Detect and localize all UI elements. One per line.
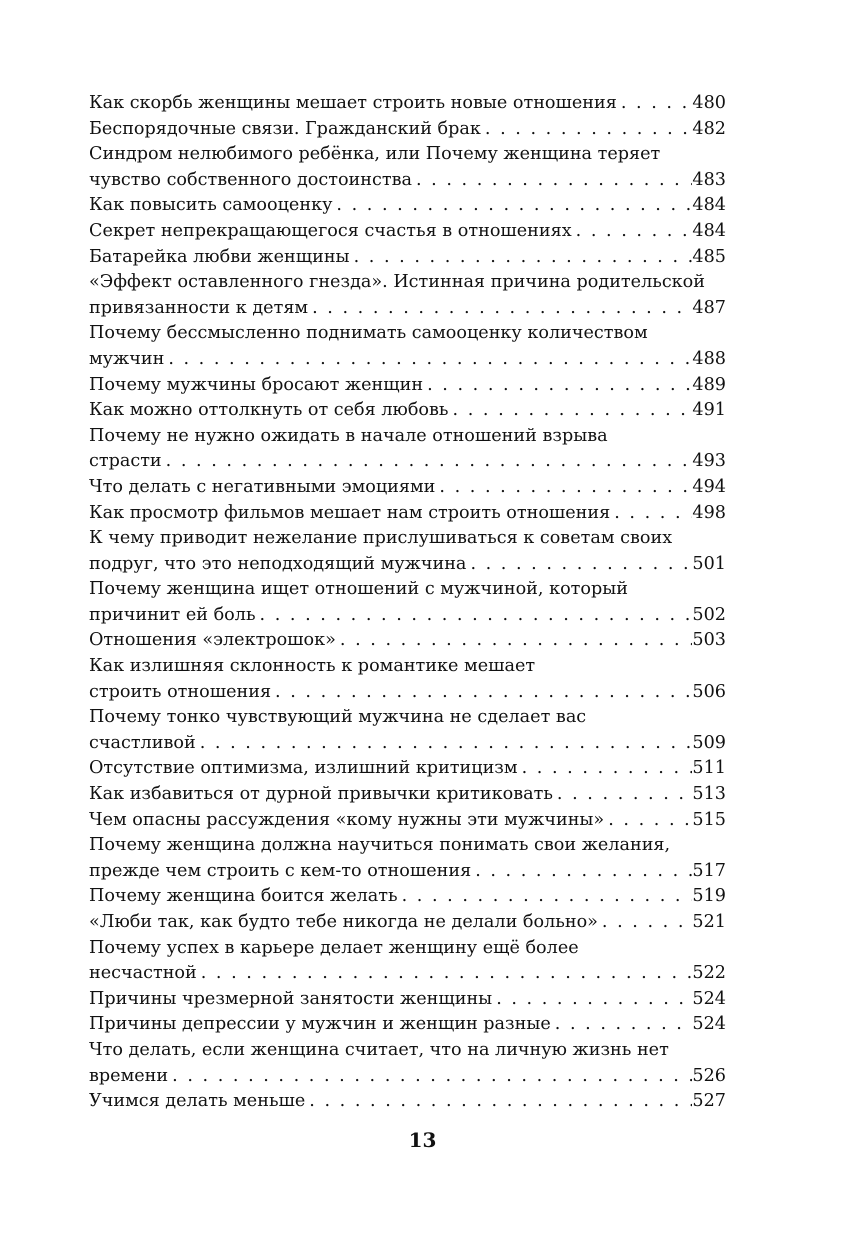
toc-entry bbox=[89, 987, 726, 1013]
toc-entry bbox=[89, 756, 726, 782]
dot-leader bbox=[256, 603, 693, 629]
toc-entry bbox=[89, 142, 726, 193]
toc-entry bbox=[89, 424, 726, 475]
dot-leader bbox=[350, 245, 693, 271]
dot-leader bbox=[308, 296, 692, 322]
toc-entry-title: Как просмотр фильмов мешает нам строить отношения bbox=[89, 502, 611, 523]
toc-entry-last-line bbox=[89, 884, 726, 910]
toc-entry bbox=[89, 936, 726, 987]
toc-entry-last-line bbox=[89, 347, 726, 373]
toc-entry bbox=[89, 782, 726, 808]
page-number: 13 bbox=[408, 1128, 437, 1152]
toc-entry bbox=[89, 577, 726, 628]
toc-entry-last-line bbox=[89, 245, 726, 271]
dot-leader bbox=[412, 168, 692, 194]
toc-entry-title: Как излишняя склонность к романтике мешает bbox=[89, 656, 536, 677]
toc-entry-last-line bbox=[89, 475, 726, 501]
toc-entry-last-line bbox=[89, 398, 726, 424]
toc-page-number: 485 bbox=[692, 246, 726, 267]
dot-leader bbox=[196, 731, 693, 757]
toc-entry-title: Почему женщина боится желать bbox=[89, 886, 398, 907]
toc-page-number: 524 bbox=[692, 988, 726, 1009]
toc-entry-last-line bbox=[89, 910, 726, 936]
toc-entry-last-line bbox=[89, 961, 726, 987]
toc-page-number: 519 bbox=[692, 886, 726, 907]
toc-entry-title: Почему успех в карьере делает женщину ещё более bbox=[89, 937, 579, 958]
toc-entry-title: счастливой bbox=[89, 732, 196, 753]
toc-entry-title: «Люби так, как будто тебе никогда не делали больно» bbox=[89, 912, 598, 932]
toc-entry bbox=[89, 117, 726, 143]
toc-page-number: 503 bbox=[692, 630, 726, 651]
dot-leader bbox=[398, 884, 693, 910]
dot-leader bbox=[572, 219, 693, 245]
toc-page-number: 488 bbox=[692, 348, 726, 369]
toc-entry bbox=[89, 654, 726, 705]
toc-entry bbox=[89, 705, 726, 756]
toc-entry-title: Как скорбь женщины мешает строить новые отношения bbox=[89, 93, 617, 113]
toc-entry bbox=[89, 219, 726, 245]
toc-entry-last-line bbox=[89, 756, 726, 782]
toc-entry-title: К чему приводит нежелание прислушиваться к советам своих bbox=[89, 528, 673, 549]
toc-entry bbox=[89, 628, 726, 654]
toc-entry-title: Как повысить самооценку bbox=[89, 195, 333, 216]
toc-entry-line bbox=[89, 321, 726, 347]
toc-entry-title: Почему женщина должна научиться понимать свои желания, bbox=[89, 835, 671, 856]
dot-leader bbox=[617, 91, 693, 117]
toc-entry-last-line bbox=[89, 603, 726, 629]
toc-entry-title: причинит ей боль bbox=[89, 604, 256, 625]
toc-entry-title: времени bbox=[89, 1065, 169, 1086]
toc-page-number: 498 bbox=[692, 502, 726, 523]
toc-entry bbox=[89, 833, 726, 884]
toc-entry-last-line bbox=[89, 193, 726, 219]
toc-entry-title: Причины чрезмерной занятости женщины bbox=[89, 988, 493, 1009]
dot-leader bbox=[164, 347, 692, 373]
toc-entry-last-line bbox=[89, 1089, 726, 1115]
toc-entry-title: страсти bbox=[89, 451, 162, 472]
dot-leader bbox=[423, 373, 692, 399]
toc-entry-line bbox=[89, 270, 726, 296]
toc-entry-last-line bbox=[89, 296, 726, 322]
dot-leader bbox=[336, 628, 693, 654]
toc-entry-line bbox=[89, 833, 726, 859]
toc-entry-line bbox=[89, 142, 726, 168]
toc-entry bbox=[89, 884, 726, 910]
toc-entry-line bbox=[89, 936, 726, 962]
toc-page-number: 513 bbox=[692, 784, 726, 805]
toc-page-number: 501 bbox=[692, 553, 726, 574]
toc-entry-last-line bbox=[89, 731, 726, 757]
toc-page-number: 511 bbox=[692, 758, 726, 779]
toc-entry-last-line bbox=[89, 808, 726, 834]
dot-leader bbox=[471, 859, 692, 885]
dot-leader bbox=[604, 808, 692, 834]
table-of-contents bbox=[89, 91, 726, 1115]
toc-entry-title: Что делать, если женщина считает, что на личную жизнь нет bbox=[89, 1039, 669, 1060]
toc-entry-title: Как можно оттолкнуть от себя любовь bbox=[89, 400, 449, 421]
toc-entry bbox=[89, 475, 726, 501]
dot-leader bbox=[551, 1012, 693, 1038]
toc-entry bbox=[89, 1038, 726, 1089]
toc-page-number: 487 bbox=[692, 297, 726, 318]
dot-leader bbox=[168, 1064, 692, 1090]
toc-entry-line bbox=[89, 705, 726, 731]
toc-entry-line bbox=[89, 424, 726, 450]
toc-entry-title: привязанности к детям bbox=[89, 297, 309, 318]
toc-entry-title: несчастной bbox=[89, 963, 197, 984]
toc-entry-last-line bbox=[89, 859, 726, 885]
toc-entry-title: Что делать с негативными эмоциями bbox=[89, 476, 436, 497]
dot-leader bbox=[449, 398, 693, 424]
toc-page-number: 484 bbox=[692, 220, 726, 241]
dot-leader bbox=[466, 552, 692, 578]
toc-entry-last-line bbox=[89, 91, 726, 117]
dot-leader bbox=[518, 756, 693, 782]
toc-entry-title: Отсутствие оптимизма, излишний критицизм bbox=[89, 758, 518, 779]
toc-entry bbox=[89, 193, 726, 219]
toc-entry-title: подруг, что это неподходящий мужчина bbox=[89, 553, 467, 574]
toc-entry bbox=[89, 398, 726, 424]
dot-leader bbox=[271, 680, 692, 706]
toc-entry-title: Почему женщина ищет отношений с мужчиной, который bbox=[89, 579, 628, 600]
toc-entry-last-line bbox=[89, 501, 726, 527]
toc-entry-last-line bbox=[89, 680, 726, 706]
toc-page-number: 517 bbox=[692, 860, 726, 881]
dot-leader bbox=[305, 1089, 692, 1115]
toc-page-number: 526 bbox=[692, 1065, 726, 1086]
toc-entry-title: чувство собственного достоинства bbox=[89, 169, 412, 190]
dot-leader bbox=[610, 501, 692, 527]
toc-entry-last-line bbox=[89, 168, 726, 194]
toc-entry-title: Чем опасны рассуждения «кому нужны эти мужчины» bbox=[89, 809, 605, 830]
toc-entry-title: Почему мужчины бросают женщин bbox=[89, 374, 424, 395]
toc-page-number: 491 bbox=[692, 400, 726, 421]
toc-entry-last-line bbox=[89, 552, 726, 578]
toc-entry bbox=[89, 1089, 726, 1115]
toc-entry-last-line bbox=[89, 987, 726, 1013]
toc-page-number: 494 bbox=[692, 476, 726, 497]
toc-entry-title: Секрет непрекращающегося счастья в отношениях bbox=[89, 220, 572, 241]
toc-entry-title: Почему тонко чувствующий мужчина не сделает вас bbox=[89, 707, 587, 728]
toc-page-number: 506 bbox=[692, 681, 726, 702]
toc-entry bbox=[89, 526, 726, 577]
toc-page-number: 522 bbox=[692, 963, 726, 984]
dot-leader bbox=[492, 987, 692, 1013]
toc-entry bbox=[89, 1012, 726, 1038]
toc-entry-title: Почему не нужно ожидать в начале отношений взрыва bbox=[89, 425, 608, 446]
toc-page-number: 482 bbox=[692, 118, 726, 139]
toc-page-number: 483 bbox=[692, 169, 726, 190]
toc-page-number: 524 bbox=[692, 1014, 726, 1035]
toc-entry-title: строить отношения bbox=[89, 681, 272, 702]
toc-entry-last-line bbox=[89, 449, 726, 475]
toc-entry-title: прежде чем строить с кем-то отношения bbox=[89, 860, 472, 881]
toc-page-number: 509 bbox=[692, 732, 726, 753]
toc-entry-title: Батарейка любви женщины bbox=[89, 246, 350, 267]
toc-entry-line bbox=[89, 526, 726, 552]
toc-entry-last-line bbox=[89, 373, 726, 399]
toc-entry bbox=[89, 321, 726, 372]
toc-entry-line bbox=[89, 577, 726, 603]
toc-entry bbox=[89, 501, 726, 527]
toc-page-number: 480 bbox=[692, 93, 726, 113]
toc-entry-line bbox=[89, 1038, 726, 1064]
toc-entry-title: «Эффект оставленного гнезда». Истинная причина родительской bbox=[89, 272, 705, 293]
toc-entry bbox=[89, 91, 726, 117]
toc-entry-title: Отношения «электрошок» bbox=[89, 630, 336, 651]
toc-page-number: 502 bbox=[692, 604, 726, 625]
dot-leader bbox=[553, 782, 693, 808]
toc-entry-title: Беспорядочные связи. Гражданский брак bbox=[89, 118, 481, 139]
toc-entry-title: Причины депрессии у мужчин и женщин разные bbox=[89, 1014, 551, 1035]
toc-entry bbox=[89, 270, 726, 321]
toc-page-number: 484 bbox=[692, 195, 726, 216]
toc-entry-last-line bbox=[89, 1012, 726, 1038]
toc-entry-last-line bbox=[89, 628, 726, 654]
dot-leader bbox=[598, 910, 692, 936]
toc-entry-title: Как избавиться от дурной привычки критиковать bbox=[89, 784, 553, 805]
toc-entry-last-line bbox=[89, 1064, 726, 1090]
toc-entry bbox=[89, 808, 726, 834]
toc-page-number: 493 bbox=[692, 451, 726, 472]
dot-leader bbox=[435, 475, 692, 501]
toc-entry-title: Синдром нелюбимого ребёнка, или Почему женщина теряет bbox=[89, 144, 661, 165]
toc-page-number: 515 bbox=[692, 809, 726, 830]
toc-entry bbox=[89, 910, 726, 936]
toc-page-number: 489 bbox=[692, 374, 726, 395]
toc-entry-last-line bbox=[89, 117, 726, 143]
toc-entry-title: мужчин bbox=[89, 348, 165, 369]
dot-leader bbox=[197, 961, 693, 987]
toc-entry bbox=[89, 245, 726, 271]
toc-entry-last-line bbox=[89, 782, 726, 808]
toc-entry-last-line bbox=[89, 219, 726, 245]
toc-entry-title: Почему бессмысленно поднимать самооценку количеством bbox=[89, 323, 648, 344]
toc-entry-title: Учимся делать меньше bbox=[89, 1091, 306, 1112]
toc-entry-line bbox=[89, 654, 726, 680]
toc-entry bbox=[89, 373, 726, 399]
toc-page-number: 527 bbox=[692, 1091, 726, 1112]
dot-leader bbox=[481, 117, 693, 143]
toc-list bbox=[89, 91, 726, 1115]
dot-leader bbox=[332, 193, 692, 219]
dot-leader bbox=[162, 449, 693, 475]
toc-page-number: 521 bbox=[692, 912, 726, 932]
